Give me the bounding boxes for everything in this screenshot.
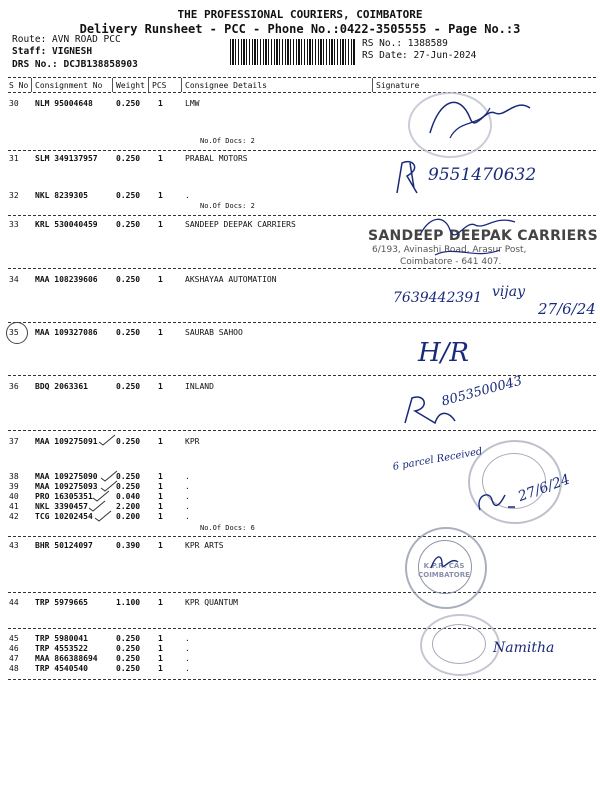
stamp-address: 6/193, Avinashi Road, Arasur Post, [372, 245, 527, 255]
row-weight: 0.250 [116, 654, 141, 663]
row-consignee: . [185, 654, 190, 663]
row-consignee: . [185, 512, 190, 521]
row-consignee: AKSHAYAA AUTOMATION [185, 275, 277, 284]
signature-phone: 9551470632 [428, 165, 537, 185]
stamp-company-name: SANDEEP DEEPAK CARRIERS [368, 228, 599, 244]
staff-label: Staff: VIGNESH [12, 46, 93, 57]
row-sno: 42 [9, 512, 19, 521]
row-consignee: . [185, 644, 190, 653]
row-weight: 0.250 [116, 482, 141, 491]
col-consignee: Consignee Details [185, 81, 267, 90]
row-sno: 30 [9, 99, 19, 108]
checkmark-icon [98, 434, 116, 446]
row-consignee: . [185, 502, 190, 511]
row-sno: 36 [9, 382, 19, 391]
row-consignment: PRO 16305351 [35, 492, 93, 501]
row-consignment: TRP 4540540 [35, 664, 88, 673]
row-sno: 38 [9, 472, 19, 481]
row-pcs: 1 [158, 275, 163, 284]
row-pcs: 1 [158, 541, 163, 550]
company-name: THE PROFESSIONAL COURIERS, COIMBATORE [177, 8, 423, 21]
row-consignment: MAA 109275093 [35, 482, 98, 491]
row-separator [8, 536, 596, 537]
stamp-inner-circle [432, 624, 486, 664]
row-consignee: KPR QUANTUM [185, 598, 238, 607]
rs-date: RS Date: 27-Jun-2024 [362, 50, 477, 61]
row-pcs: 1 [158, 472, 163, 481]
row-weight: 0.250 [116, 472, 141, 481]
col-pcs: PCS [152, 81, 167, 90]
row-pcs: 1 [158, 191, 163, 200]
row-sno: 32 [9, 191, 19, 200]
row-pcs: 1 [158, 437, 163, 446]
checkmark-icon [94, 510, 112, 522]
row-sno: 39 [9, 482, 19, 491]
row-consignee: PRABAL MOTORS [185, 154, 248, 163]
row-consignment: TRP 5980041 [35, 634, 88, 643]
drs-number: DRS No.: DCJB138858903 [12, 59, 138, 70]
col-weight: Weight [116, 81, 145, 90]
row-separator [8, 679, 596, 680]
row-consignee: SANDEEP DEEPAK CARRIERS [185, 220, 296, 229]
row-weight: 0.250 [116, 644, 141, 653]
row-consignment: NKL 8239305 [35, 191, 88, 200]
row-separator [8, 430, 596, 431]
signature-name: Namitha [493, 640, 555, 656]
row-weight: 0.250 [116, 220, 141, 229]
row-pcs: 1 [158, 634, 163, 643]
signature-scribble [420, 88, 540, 148]
signature-scribble [470, 485, 520, 520]
col-signature: Signature [376, 81, 420, 90]
row-consignment: MAA 109275090 [35, 472, 98, 481]
barcode [230, 39, 355, 65]
row-consignment: MAA 866388694 [35, 654, 98, 663]
row-consignment: BHR 50124097 [35, 541, 93, 550]
row-sno: 33 [9, 220, 19, 229]
row-consignment: NLM 95004648 [35, 99, 93, 108]
row-sno: 31 [9, 154, 19, 163]
row-weight: 0.200 [116, 512, 141, 521]
row-consignee: . [185, 191, 190, 200]
row-weight: 0.390 [116, 541, 141, 550]
signature-date: 27/6/24 [538, 300, 596, 318]
row-sno: 46 [9, 644, 19, 653]
row-sno: 47 [9, 654, 19, 663]
row-consignee: SAURAB SAHOO [185, 328, 243, 337]
row-weight: 0.250 [116, 99, 141, 108]
signature-phone: 7639442391 [393, 290, 483, 306]
col-divider [372, 78, 373, 92]
row-consignee: LMW [185, 99, 200, 108]
row-weight: 0.040 [116, 492, 141, 501]
row-sno: 35 [9, 328, 19, 337]
row-separator [8, 268, 596, 269]
row-sno: 34 [9, 275, 19, 284]
col-divider [148, 78, 149, 92]
row-consignee: KPR [185, 437, 200, 446]
row-pcs: 1 [158, 382, 163, 391]
rs-number: RS No.: 1388589 [362, 38, 448, 49]
row-consignment: MAA 108239606 [35, 275, 98, 284]
row-consignee: INLAND [185, 382, 214, 391]
row-sno: 37 [9, 437, 19, 446]
row-weight: 1.100 [116, 598, 141, 607]
signature-name: vijay [492, 284, 525, 300]
row-consignee: KPR ARTS [185, 541, 224, 550]
row-consignment: MAA 109275091 [35, 437, 98, 446]
row-weight: 0.250 [116, 382, 141, 391]
row-sno: 44 [9, 598, 19, 607]
row-consignment: TRP 4553522 [35, 644, 88, 653]
row-sno: 40 [9, 492, 19, 501]
row-weight: 0.250 [116, 191, 141, 200]
row-consignment: TRP 5979665 [35, 598, 88, 607]
row-pcs: 1 [158, 598, 163, 607]
row-pcs: 1 [158, 654, 163, 663]
row-pcs: 1 [158, 99, 163, 108]
row-pcs: 1 [158, 644, 163, 653]
route-label: Route: AVN ROAD PCC [12, 34, 121, 45]
row-weight: 0.250 [116, 634, 141, 643]
row-pcs: 1 [158, 664, 163, 673]
row-consignment: SLM 349137957 [35, 154, 98, 163]
row-weight: 0.250 [116, 328, 141, 337]
signature-phone: 8053500043 [440, 373, 524, 410]
row-sno: 41 [9, 502, 19, 511]
stamp-text: K.P.R. CAS COIMBATORE [418, 562, 470, 579]
signature-note: 6 parcel Received [392, 446, 484, 473]
row-consignment: KRL 530040459 [35, 220, 98, 229]
row-consignee: . [185, 472, 190, 481]
col-divider [181, 78, 182, 92]
row-weight: 0.250 [116, 437, 141, 446]
col-divider [112, 78, 113, 92]
row-separator [8, 322, 596, 323]
row-pcs: 1 [158, 482, 163, 491]
row-docs-count: No.Of Docs: 2 [200, 202, 255, 210]
row-consignee: . [185, 482, 190, 491]
signature-scribble [392, 158, 432, 198]
row-separator [8, 592, 596, 593]
row-sno: 43 [9, 541, 19, 550]
header-rule-top [8, 77, 596, 78]
row-consignee: . [185, 634, 190, 643]
row-weight: 0.250 [116, 275, 141, 284]
runsheet-title: Delivery Runsheet - PCC - Phone No.:0422-3505555 - Page No.:3 [79, 22, 521, 36]
signature-initials: H/R [418, 338, 470, 368]
stamp-city: Coimbatore - 641 407. [400, 257, 502, 267]
col-consignment: Consignment No [35, 81, 103, 90]
row-separator [8, 628, 596, 629]
row-consignment: BDQ 2063361 [35, 382, 88, 391]
row-pcs: 1 [158, 512, 163, 521]
row-weight: 0.250 [116, 664, 141, 673]
signature-scribble [428, 550, 462, 574]
row-pcs: 1 [158, 492, 163, 501]
row-pcs: 1 [158, 154, 163, 163]
row-sno: 45 [9, 634, 19, 643]
row-weight: 2.200 [116, 502, 141, 511]
row-sno: 48 [9, 664, 19, 673]
col-divider [31, 78, 32, 92]
row-docs-count: No.Of Docs: 2 [200, 137, 255, 145]
row-consignee: . [185, 492, 190, 501]
row-consignment: NKL 3390457 [35, 502, 88, 511]
row-consignee: . [185, 664, 190, 673]
row-pcs: 1 [158, 220, 163, 229]
col-sno: S No [9, 81, 29, 90]
row-consignment: MAA 109327086 [35, 328, 98, 337]
row-weight: 0.250 [116, 154, 141, 163]
row-pcs: 1 [158, 328, 163, 337]
signature-date: 27/6/24 [516, 471, 573, 506]
row-consignment: TCG 10202454 [35, 512, 93, 521]
row-separator [8, 150, 596, 151]
row-docs-count: No.Of Docs: 6 [200, 524, 255, 532]
signature-scribble [415, 210, 525, 265]
row-pcs: 1 [158, 502, 163, 511]
